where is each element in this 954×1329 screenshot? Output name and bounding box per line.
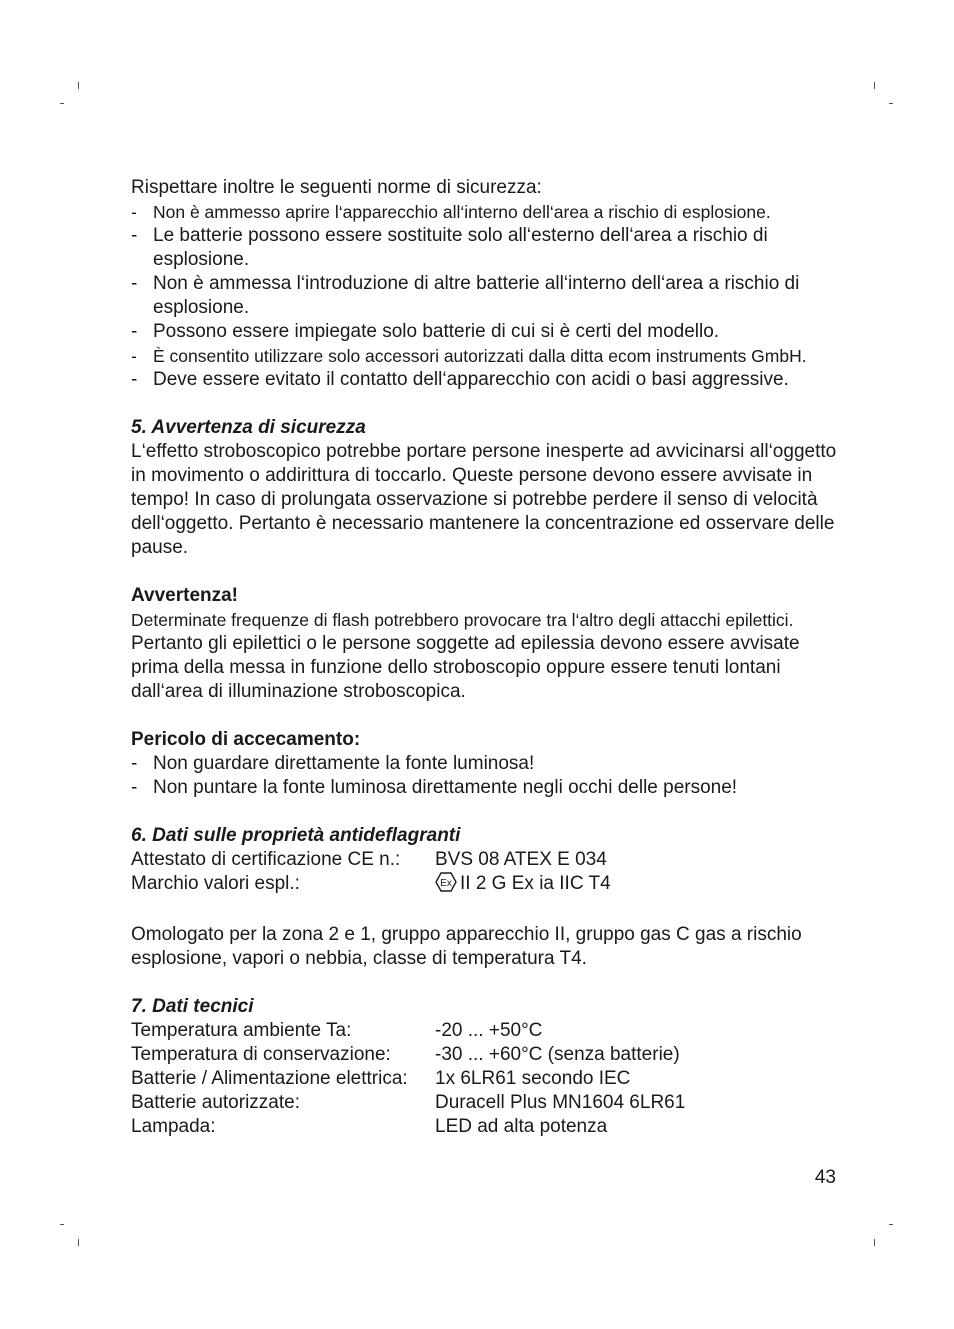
glare-list	[131, 752, 841, 800]
list-item: - È consentito utilizzare solo accessori autorizzati dalla ditta ecom instruments GmbH.	[131, 346, 807, 366]
page-content	[131, 176, 841, 1139]
crop-mark	[889, 1224, 893, 1225]
warning-line-1: Determinate frequenze di flash potrebbero provocare tra l‘altro degli attacchi epilettici.	[131, 610, 794, 630]
list-item: - Deve essere evitato il contatto dell‘apparecchio con acidi o basi aggressive.	[131, 369, 789, 390]
section-7-title: 7. Dati tecnici	[131, 996, 254, 1017]
cert-value: BVS 08 ATEX E 034	[435, 849, 607, 870]
crop-mark	[60, 103, 64, 104]
list-item: - Non puntare la fonte luminosa direttamente negli occhi delle persone!	[131, 777, 738, 798]
spec-row: Batterie autorizzate: Duracell Plus MN1604 6LR61	[131, 1092, 686, 1113]
spec-row: Batterie / Alimentazione elettrica: 1x 6LR61 secondo IEC	[131, 1068, 631, 1089]
explosion-protection-hexagon-icon	[435, 872, 457, 899]
spec-row: Temperatura di conservazione: -30 ... +60°C (senza batterie)	[131, 1044, 680, 1065]
warning-body: Pertanto gli epilettici o le persone soggette ad epilessia devono essere avvisate prima della messa in funzione dello stroboscopio oppure essere tenuti lontani dall‘area di illuminazione stroboscopica.	[131, 633, 800, 702]
warning-title: Avvertenza!	[131, 585, 239, 606]
svg-text:Ex: Ex	[440, 878, 452, 889]
mark-row	[131, 872, 841, 899]
crop-mark	[889, 103, 893, 104]
list-item: - Non guardare direttamente la fonte luminosa!	[131, 753, 535, 774]
mark-value: II 2 G Ex ia IIC T4	[460, 873, 611, 894]
spec-row: Temperatura ambiente Ta: -20 ... +50°C	[131, 1020, 543, 1041]
list-item: - Non è ammesso aprire l‘apparecchio all‘interno dell‘area a rischio di esplosione.	[131, 202, 771, 222]
intro-heading: Rispettare inoltre le seguenti norme di sicurezza:	[131, 177, 542, 198]
glare-title: Pericolo di accecamento:	[131, 729, 361, 750]
section-6-title: 6. Dati sulle proprietà antideflagranti	[131, 825, 461, 846]
page-number: 43	[814, 1167, 836, 1188]
section-5-title: 5. Avvertenza di sicurezza	[131, 417, 366, 438]
crop-mark	[60, 1224, 64, 1225]
crop-mark	[874, 82, 875, 89]
crop-mark	[874, 1239, 875, 1246]
mark-label: Marchio valori espl.:	[131, 873, 300, 894]
section-5-body: L‘effetto stroboscopico potrebbe portare persone inesperte ad avvicinarsi all‘oggetto in movimento o addirittura di toccarlo. Queste persone devono essere avvisate in tempo! In caso di prolungata osservazione si potrebbe perdere il senso di velocità dell‘oggetto. Pertanto è necessario mantenere la concentrazione ed osservare delle pause.	[131, 441, 837, 558]
approval-text: Omologato per la zona 2 e 1, gruppo apparecchio II, gruppo gas C gas a rischio esplosione, vapori o nebbia, classe di temperatura T4.	[131, 924, 802, 969]
cert-row	[131, 848, 841, 872]
safety-rules-list	[131, 200, 841, 392]
list-item: - Possono essere impiegate solo batterie di cui si è certi del modello.	[131, 321, 720, 342]
crop-mark	[78, 1239, 79, 1246]
spec-row: Lampada: LED ad alta potenza	[131, 1116, 608, 1137]
list-item: - Le batterie possono essere sostituite solo all‘esterno dell‘area a rischio di esplosione.	[131, 225, 768, 270]
cert-label: Attestato di certificazione CE n.:	[131, 849, 401, 870]
list-item: - Non è ammessa l‘introduzione di altre batterie all‘interno dell‘area a rischio di esplosione.	[131, 273, 800, 318]
crop-mark	[78, 82, 79, 89]
